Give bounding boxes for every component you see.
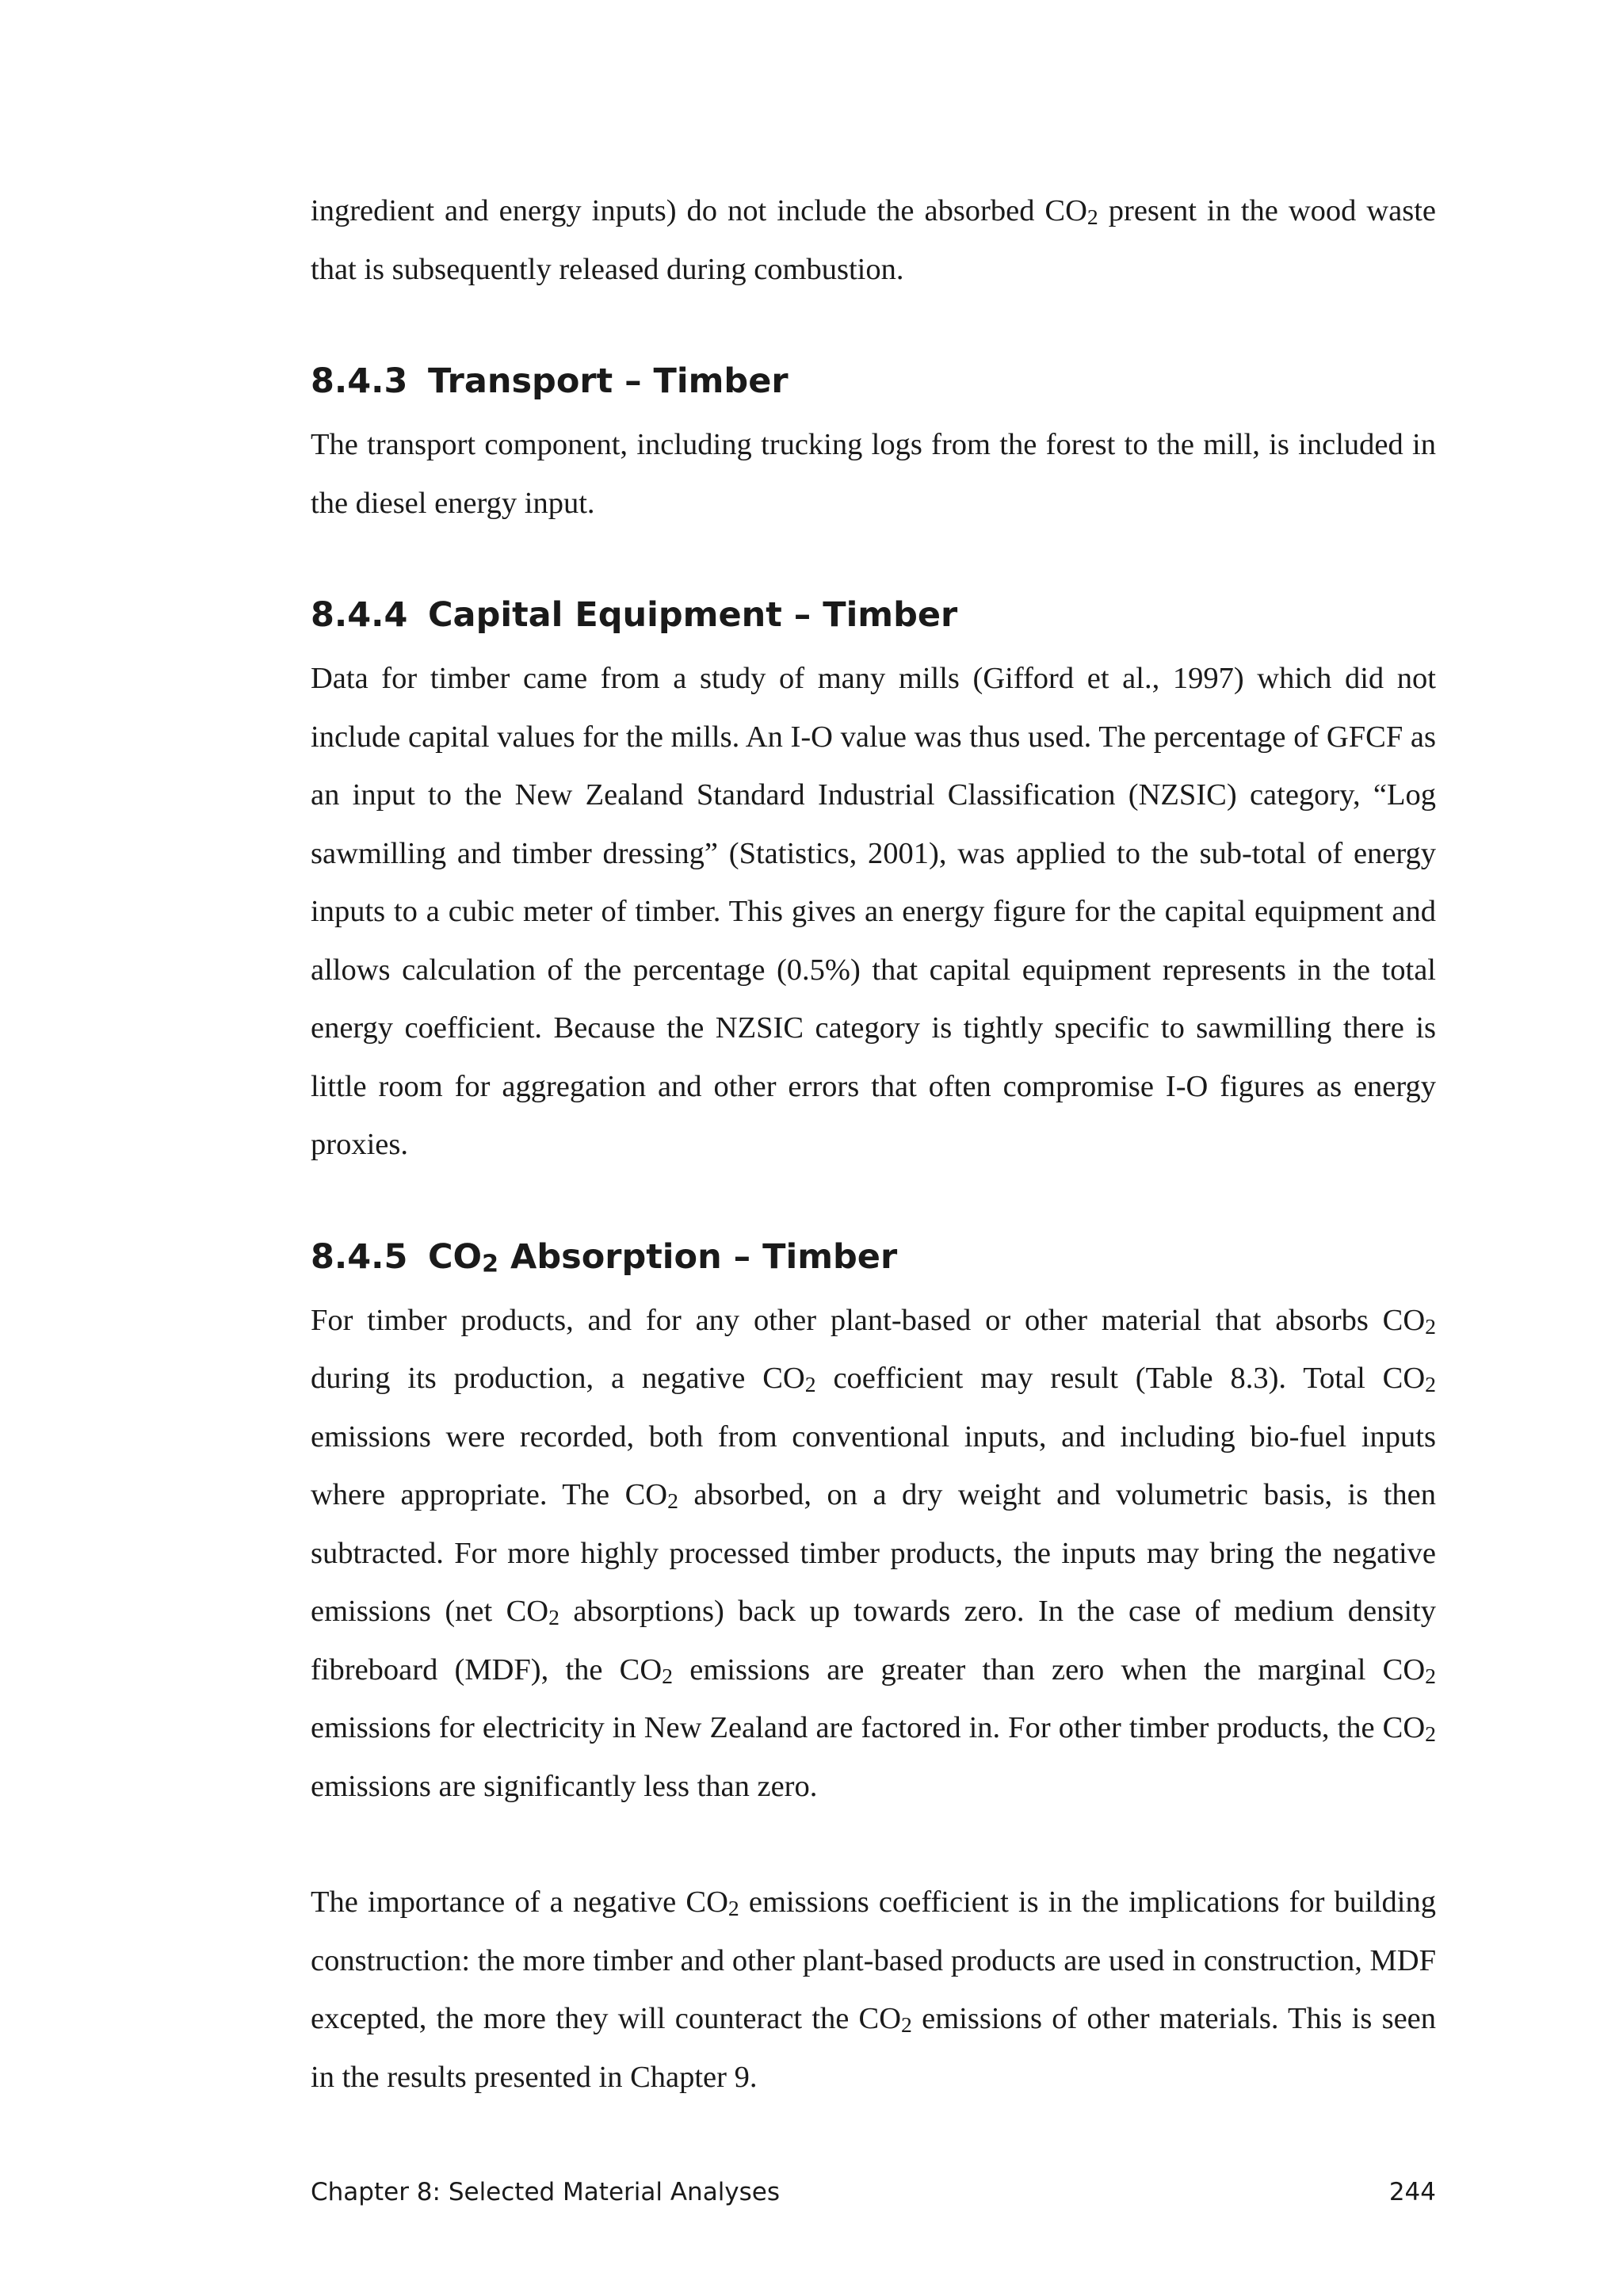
- section-8-4-4-heading: [311, 590, 1436, 640]
- section-number: 8.4.4: [311, 595, 408, 635]
- section-number: 8.4.3: [311, 361, 408, 401]
- section-8-4-3-heading: [311, 356, 1436, 407]
- footer-page-number: 244: [1388, 2178, 1436, 2206]
- section-8-4-3-body: The transport component, including trucking logs from the forest to the mill, is included in the diesel energy input.: [311, 428, 1436, 520]
- section-title: Transport – Timber: [428, 361, 789, 401]
- page-body: [311, 182, 1436, 2107]
- section-title: Capital Equipment – Timber: [428, 595, 958, 635]
- section-8-4-4-body: Data for timber came from a study of many mills (Gifford et al., 1997) which did not include capital values for the mills. An I-O value was thus used. The percentage of GFCF as an input to the New Zealand Standard Industrial Classification (NZSIC) category, “Log sawmilling and timber dressing” (Statistics, 2001), was applied to the sub-total of energy inputs to a cubic meter of timber. This gives an energy figure for the capital equipment and allows calculation of the percentage (0.5%) that capital equipment represents in the total energy coefficient. Because the NZSIC category is tightly specific to sawmilling there is little room for aggregation and other errors that often compromise I-O figures as energy proxies.: [311, 662, 1436, 1161]
- section-8-4-5-paragraph-1: For timber products, and for any other plant-based or other material that absorbs $CO_2$ during its production, a negative $CO_2$ coefficient may result (Table 8.3). Total $CO_2$ emissions were recorded, both from conventional inputs, and including bio-fuel inputs where appropriate. The $CO_2$ absorbed, on a dry weight and volumetric basis, is then subtracted. For more highly processed timber products, the inputs may bring the negative emissions (net $CO_2$ absorptions) back up towards zero. In the case of medium density fibreboard (MDF), the $CO_2$ emissions are greater than zero when the marginal $CO_2$ emissions for electricity in New Zealand are factored in. For other timber products, the $CO_2$ emissions are significantly less than zero.: [311, 1303, 1437, 1803]
- section-8-4-5-paragraph-2: The importance of a negative $CO_2$ emissions coefficient is in the implications for building construction: the more timber and other plant-based products are used in construction, MDF excepted, the more they will counteract the $CO_2$ emissions of other materials. This is seen in the results presented in Chapter 9.: [311, 1885, 1436, 2094]
- intro-paragraph: ingredient and energy inputs) do not include the absorbed $CO_2$ present in the wood waste that is subsequently released during combustion.: [311, 194, 1437, 286]
- section-number: 8.4.5: [311, 1236, 408, 1277]
- page-footer: [311, 2178, 1436, 2206]
- footer-chapter-title: Chapter 8: Selected Material Analyses: [311, 2178, 781, 2206]
- section-title: $CO_2$ Absorption – Timber: [428, 1236, 898, 1278]
- section-8-4-5-heading: [311, 1232, 1436, 1282]
